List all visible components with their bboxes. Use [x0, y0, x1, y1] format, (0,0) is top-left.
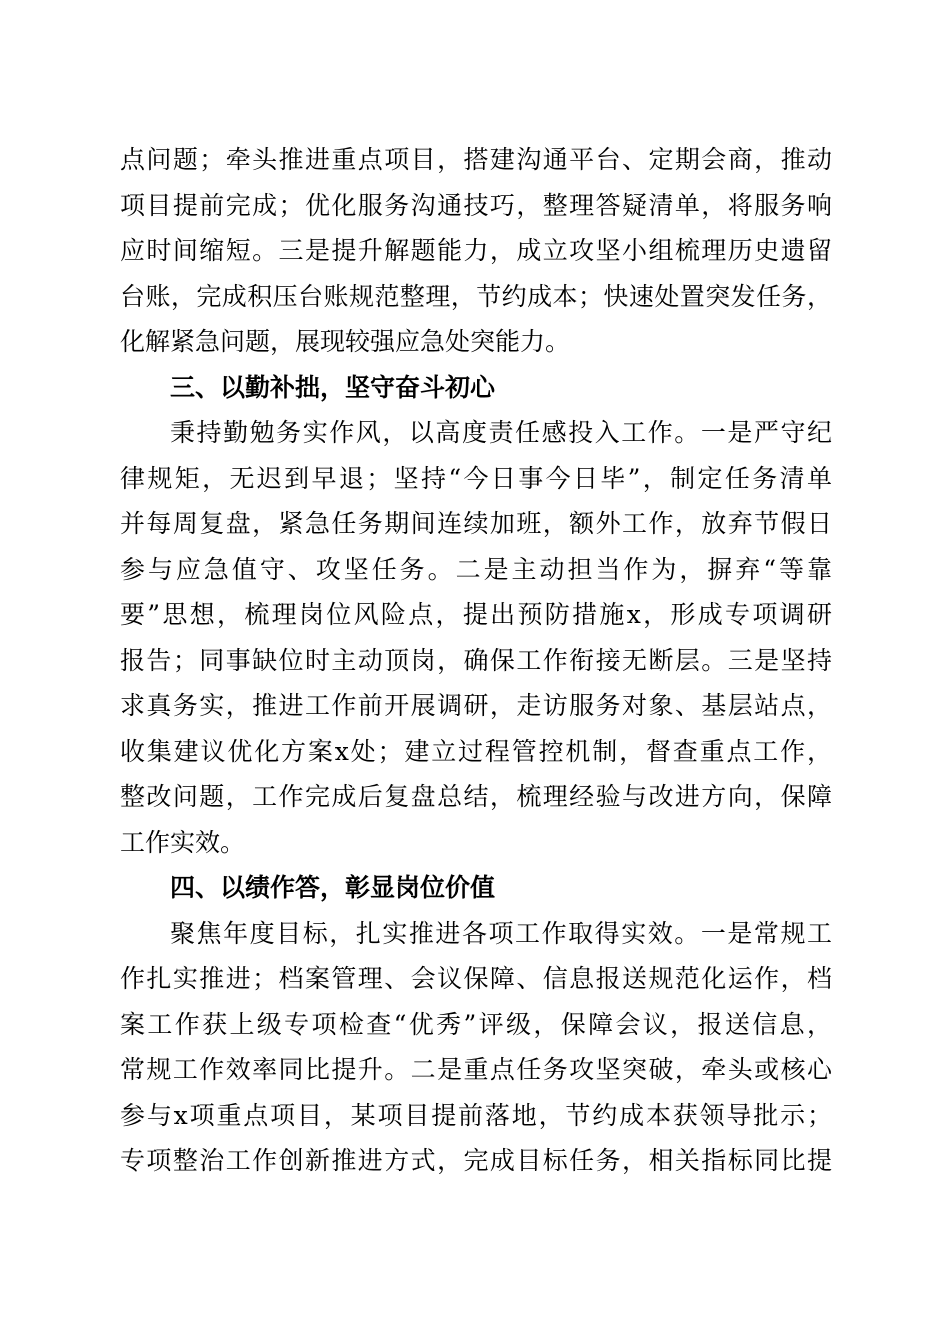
paragraph-line: 律规矩，无迟到早退；坚持“今日事今日毕”，制定任务清单: [120, 463, 832, 493]
paragraph-line: 应时间缩短。三是提升解题能力，成立攻坚小组梳理历史遗留: [120, 236, 832, 265]
section-heading-3: 三、以勤补拙，坚守奋斗初心: [170, 372, 496, 402]
paragraph-line: 作扎实推进；档案管理、会议保障、信息报送规范化运作，档: [120, 964, 832, 993]
paragraph-line: 参与应急值守、攻坚任务。二是主动担当作为，摒弃“等靠: [120, 554, 832, 584]
paragraph-line: 工作实效。: [120, 827, 246, 857]
paragraph-line: 秉持勤勉务实作风，以高度责任感投入工作。一是严守纪: [170, 418, 832, 447]
paragraph-line: 整改问题，工作完成后复盘总结，梳理经验与改进方向，保障: [120, 782, 832, 811]
paragraph-line: 并每周复盘，紧急任务期间连续加班，额外工作，放弃节假日: [120, 509, 832, 538]
paragraph-line: 台账，完成积压台账规范整理，节约成本；快速处置突发任务，: [120, 281, 832, 311]
section-heading-4: 四、以绩作答，彰显岗位价值: [170, 873, 496, 902]
paragraph-line: 专项整治工作创新推进方式，完成目标任务，相关指标同比提: [120, 1146, 832, 1175]
paragraph-line: 报告；同事缺位时主动顶岗，确保工作衔接无断层。三是坚持: [120, 645, 832, 675]
paragraph-line: 要”思想，梳理岗位风险点，提出预防措施x，形成专项调研: [120, 600, 832, 629]
document-body: [120, 137, 832, 1184]
paragraph-line: 聚焦年度目标，扎实推进各项工作取得实效。一是常规工: [170, 918, 832, 948]
paragraph-line: 参与x项重点项目，某项目提前落地，节约成本获领导批示；: [120, 1100, 832, 1130]
paragraph-line: 求真务实，推进工作前开展调研，走访服务对象、基层站点，: [120, 691, 832, 720]
paragraph-line: 化解紧急问题，展现较强应急处突能力。: [120, 327, 571, 356]
paragraph-line: 案工作获上级专项检查“优秀”评级，保障会议，报送信息，: [120, 1009, 832, 1039]
paragraph-line: 点问题；牵头推进重点项目，搭建沟通平台、定期会商，推动: [120, 145, 832, 174]
paragraph-line: 常规工作效率同比提升。二是重点任务攻坚突破，牵头或核心: [120, 1055, 832, 1084]
paragraph-line: 项目提前完成；优化服务沟通技巧，整理答疑清单，将服务响: [120, 190, 832, 220]
paragraph-line: 收集建议优化方案x处；建立过程管控机制，督查重点工作，: [120, 736, 832, 766]
